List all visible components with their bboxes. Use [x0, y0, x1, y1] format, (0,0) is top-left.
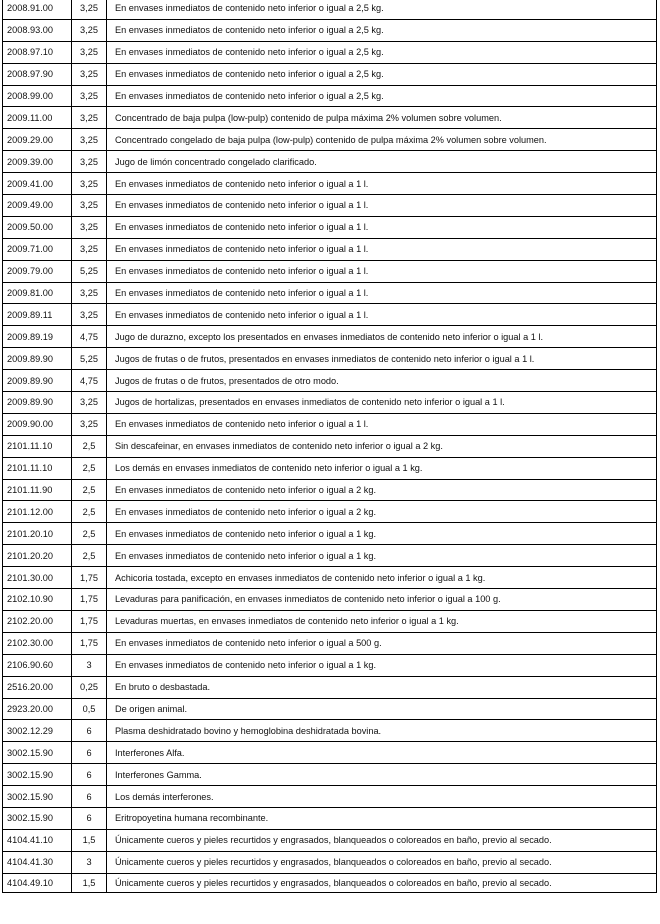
rate-cell: 2,5 — [72, 501, 107, 523]
rate-cell: 0,25 — [72, 676, 107, 698]
rate-cell: 3,25 — [72, 107, 107, 129]
description-cell: En bruto o desbastada. — [107, 676, 657, 698]
rate-cell: 2,5 — [72, 479, 107, 501]
rate-cell: 1,75 — [72, 610, 107, 632]
ncm-code-cell: 2008.93.00 — [3, 19, 72, 41]
description-cell: En envases inmediatos de contenido neto inferior o igual a 2,5 kg. — [107, 85, 657, 107]
table-row — [3, 370, 657, 392]
description-cell: Los demás interferones. — [107, 786, 657, 808]
description-cell: En envases inmediatos de contenido neto inferior o igual a 2,5 kg. — [107, 63, 657, 85]
description-cell: Únicamente cueros y pieles recurtidos y engrasados, blanqueados o coloreados en baño, previo al secado. — [107, 851, 657, 873]
rate-cell: 3,25 — [72, 195, 107, 217]
description-cell: Interferones Alfa. — [107, 742, 657, 764]
ncm-code-cell: 2102.30.00 — [3, 632, 72, 654]
description-cell: Achicoria tostada, excepto en envases inmediatos de contenido neto inferior o igual a 1 kg. — [107, 567, 657, 589]
ncm-code-cell: 2009.49.00 — [3, 195, 72, 217]
description-cell: En envases inmediatos de contenido neto inferior o igual a 1 l. — [107, 260, 657, 282]
description-cell: Únicamente cueros y pieles recurtidos y engrasados, blanqueados o coloreados en baño, previo al secado. — [107, 873, 657, 892]
tariff-table — [2, 0, 657, 893]
rate-cell: 3,25 — [72, 173, 107, 195]
tariff-table-body — [3, 0, 657, 892]
ncm-code-cell: 2101.20.20 — [3, 545, 72, 567]
rate-cell: 3 — [72, 654, 107, 676]
rate-cell: 6 — [72, 807, 107, 829]
ncm-code-cell: 2101.11.10 — [3, 457, 72, 479]
ncm-code-cell: 2009.79.00 — [3, 260, 72, 282]
table-row — [3, 873, 657, 892]
table-row — [3, 567, 657, 589]
rate-cell: 4,75 — [72, 370, 107, 392]
description-cell: En envases inmediatos de contenido neto inferior o igual a 1 l. — [107, 173, 657, 195]
table-row — [3, 63, 657, 85]
ncm-code-cell: 2009.39.00 — [3, 151, 72, 173]
description-cell: En envases inmediatos de contenido neto inferior o igual a 500 g. — [107, 632, 657, 654]
table-row — [3, 85, 657, 107]
table-row — [3, 326, 657, 348]
table-row — [3, 479, 657, 501]
ncm-code-cell: 2008.97.90 — [3, 63, 72, 85]
ncm-code-cell: 3002.12.29 — [3, 720, 72, 742]
rate-cell: 1,75 — [72, 567, 107, 589]
rate-cell: 3,25 — [72, 238, 107, 260]
ncm-code-cell: 2101.12.00 — [3, 501, 72, 523]
table-row — [3, 151, 657, 173]
rate-cell: 6 — [72, 764, 107, 786]
ncm-code-cell: 2102.20.00 — [3, 610, 72, 632]
rate-cell: 1,75 — [72, 589, 107, 611]
table-row — [3, 523, 657, 545]
description-cell: Plasma deshidratado bovino y hemoglobina deshidratada bovina. — [107, 720, 657, 742]
table-row — [3, 610, 657, 632]
ncm-code-cell: 2102.10.90 — [3, 589, 72, 611]
rate-cell: 6 — [72, 720, 107, 742]
rate-cell: 3,25 — [72, 282, 107, 304]
table-row — [3, 0, 657, 19]
rate-cell: 6 — [72, 786, 107, 808]
rate-cell: 5,25 — [72, 260, 107, 282]
ncm-code-cell: 2009.11.00 — [3, 107, 72, 129]
rate-cell: 3,25 — [72, 304, 107, 326]
table-row — [3, 807, 657, 829]
table-row — [3, 435, 657, 457]
ncm-code-cell: 2101.11.90 — [3, 479, 72, 501]
description-cell: Concentrado de baja pulpa (low-pulp) contenido de pulpa máxima 2% volumen sobre volumen. — [107, 107, 657, 129]
rate-cell: 3,25 — [72, 216, 107, 238]
description-cell: En envases inmediatos de contenido neto inferior o igual a 2 kg. — [107, 479, 657, 501]
ncm-code-cell: 2009.89.90 — [3, 370, 72, 392]
ncm-code-cell: 4104.41.10 — [3, 829, 72, 851]
rate-cell: 3,25 — [72, 85, 107, 107]
rate-cell: 3,25 — [72, 63, 107, 85]
ncm-code-cell: 2009.90.00 — [3, 413, 72, 435]
rate-cell: 1,75 — [72, 632, 107, 654]
table-row — [3, 742, 657, 764]
rate-cell: 3 — [72, 851, 107, 873]
rate-cell: 3,25 — [72, 19, 107, 41]
description-cell: En envases inmediatos de contenido neto inferior o igual a 1 l. — [107, 413, 657, 435]
description-cell: En envases inmediatos de contenido neto inferior o igual a 1 l. — [107, 282, 657, 304]
ncm-code-cell: 3002.15.90 — [3, 764, 72, 786]
table-row — [3, 41, 657, 63]
table-row — [3, 107, 657, 129]
description-cell: Concentrado congelado de baja pulpa (low-pulp) contenido de pulpa máxima 2% volumen sobre volumen. — [107, 129, 657, 151]
table-row — [3, 348, 657, 370]
description-cell: En envases inmediatos de contenido neto inferior o igual a 2,5 kg. — [107, 19, 657, 41]
description-cell: En envases inmediatos de contenido neto inferior o igual a 1 l. — [107, 304, 657, 326]
ncm-code-cell: 2009.81.00 — [3, 282, 72, 304]
description-cell: En envases inmediatos de contenido neto inferior o igual a 1 kg. — [107, 545, 657, 567]
ncm-code-cell: 3002.15.90 — [3, 742, 72, 764]
table-row — [3, 829, 657, 851]
rate-cell: 3,25 — [72, 41, 107, 63]
ncm-code-cell: 2009.71.00 — [3, 238, 72, 260]
table-row — [3, 195, 657, 217]
table-row — [3, 173, 657, 195]
table-row — [3, 19, 657, 41]
table-row — [3, 457, 657, 479]
table-row — [3, 632, 657, 654]
table-row — [3, 720, 657, 742]
description-cell: En envases inmediatos de contenido neto inferior o igual a 1 kg. — [107, 654, 657, 676]
ncm-code-cell: 2009.89.11 — [3, 304, 72, 326]
ncm-code-cell: 2009.89.90 — [3, 348, 72, 370]
table-row — [3, 698, 657, 720]
description-cell: En envases inmediatos de contenido neto inferior o igual a 2,5 kg. — [107, 41, 657, 63]
ncm-code-cell: 2008.91.00 — [3, 0, 72, 19]
table-row — [3, 282, 657, 304]
rate-cell: 3,25 — [72, 151, 107, 173]
description-cell: En envases inmediatos de contenido neto inferior o igual a 1 l. — [107, 195, 657, 217]
rate-cell: 1,5 — [72, 829, 107, 851]
rate-cell: 3,25 — [72, 129, 107, 151]
ncm-code-cell: 2516.20.00 — [3, 676, 72, 698]
rate-cell: 1,5 — [72, 873, 107, 892]
table-row — [3, 851, 657, 873]
description-cell: Los demás en envases inmediatos de contenido neto inferior o igual a 1 kg. — [107, 457, 657, 479]
ncm-code-cell: 4104.49.10 — [3, 873, 72, 892]
table-row — [3, 654, 657, 676]
description-cell: Interferones Gamma. — [107, 764, 657, 786]
description-cell: Jugo de durazno, excepto los presentados en envases inmediatos de contenido neto inferior o igual a 1 l. — [107, 326, 657, 348]
ncm-code-cell: 2009.89.19 — [3, 326, 72, 348]
description-cell: Jugos de frutas o de frutos, presentados de otro modo. — [107, 370, 657, 392]
rate-cell: 2,5 — [72, 523, 107, 545]
description-cell: Levaduras para panificación, en envases inmediatos de contenido neto inferior o igual a 100 g. — [107, 589, 657, 611]
description-cell: Levaduras muertas, en envases inmediatos de contenido neto inferior o igual a 1 kg. — [107, 610, 657, 632]
rate-cell: 2,5 — [72, 545, 107, 567]
description-cell: De origen animal. — [107, 698, 657, 720]
description-cell: En envases inmediatos de contenido neto inferior o igual a 2,5 kg. — [107, 0, 657, 19]
ncm-code-cell: 4104.41.30 — [3, 851, 72, 873]
description-cell: Únicamente cueros y pieles recurtidos y engrasados, blanqueados o coloreados en baño, previo al secado. — [107, 829, 657, 851]
rate-cell: 6 — [72, 742, 107, 764]
table-row — [3, 238, 657, 260]
ncm-code-cell: 3002.15.90 — [3, 786, 72, 808]
description-cell: Eritropoyetina humana recombinante. — [107, 807, 657, 829]
table-row — [3, 129, 657, 151]
table-row — [3, 786, 657, 808]
ncm-code-cell: 3002.15.90 — [3, 807, 72, 829]
rate-cell: 4,75 — [72, 326, 107, 348]
table-row — [3, 216, 657, 238]
description-cell: En envases inmediatos de contenido neto inferior o igual a 2 kg. — [107, 501, 657, 523]
ncm-code-cell: 2106.90.60 — [3, 654, 72, 676]
ncm-code-cell: 2008.97.10 — [3, 41, 72, 63]
description-cell: Jugos de hortalizas, presentados en envases inmediatos de contenido neto inferior o igual a 1 l. — [107, 392, 657, 414]
rate-cell: 3,25 — [72, 413, 107, 435]
rate-cell: 2,5 — [72, 457, 107, 479]
table-row — [3, 413, 657, 435]
description-cell: Jugo de limón concentrado congelado clarificado. — [107, 151, 657, 173]
table-row — [3, 676, 657, 698]
rate-cell: 3,25 — [72, 0, 107, 19]
ncm-code-cell: 2101.20.10 — [3, 523, 72, 545]
ncm-code-cell: 2101.30.00 — [3, 567, 72, 589]
table-row — [3, 304, 657, 326]
description-cell: En envases inmediatos de contenido neto inferior o igual a 1 l. — [107, 238, 657, 260]
description-cell: En envases inmediatos de contenido neto inferior o igual a 1 kg. — [107, 523, 657, 545]
ncm-code-cell: 2009.41.00 — [3, 173, 72, 195]
rate-cell: 5,25 — [72, 348, 107, 370]
table-row — [3, 501, 657, 523]
ncm-code-cell: 2008.99.00 — [3, 85, 72, 107]
ncm-code-cell: 2923.20.00 — [3, 698, 72, 720]
table-row — [3, 260, 657, 282]
rate-cell: 3,25 — [72, 392, 107, 414]
table-row — [3, 764, 657, 786]
description-cell: Jugos de frutas o de frutos, presentados en envases inmediatos de contenido neto inferior o igual a 1 l. — [107, 348, 657, 370]
rate-cell: 2,5 — [72, 435, 107, 457]
description-cell: Sin descafeinar, en envases inmediatos de contenido neto inferior o igual a 2 kg. — [107, 435, 657, 457]
rate-cell: 0,5 — [72, 698, 107, 720]
table-row — [3, 545, 657, 567]
ncm-code-cell: 2009.89.90 — [3, 392, 72, 414]
ncm-code-cell: 2009.29.00 — [3, 129, 72, 151]
description-cell: En envases inmediatos de contenido neto inferior o igual a 1 l. — [107, 216, 657, 238]
table-row — [3, 589, 657, 611]
ncm-code-cell: 2101.11.10 — [3, 435, 72, 457]
table-row — [3, 392, 657, 414]
ncm-code-cell: 2009.50.00 — [3, 216, 72, 238]
